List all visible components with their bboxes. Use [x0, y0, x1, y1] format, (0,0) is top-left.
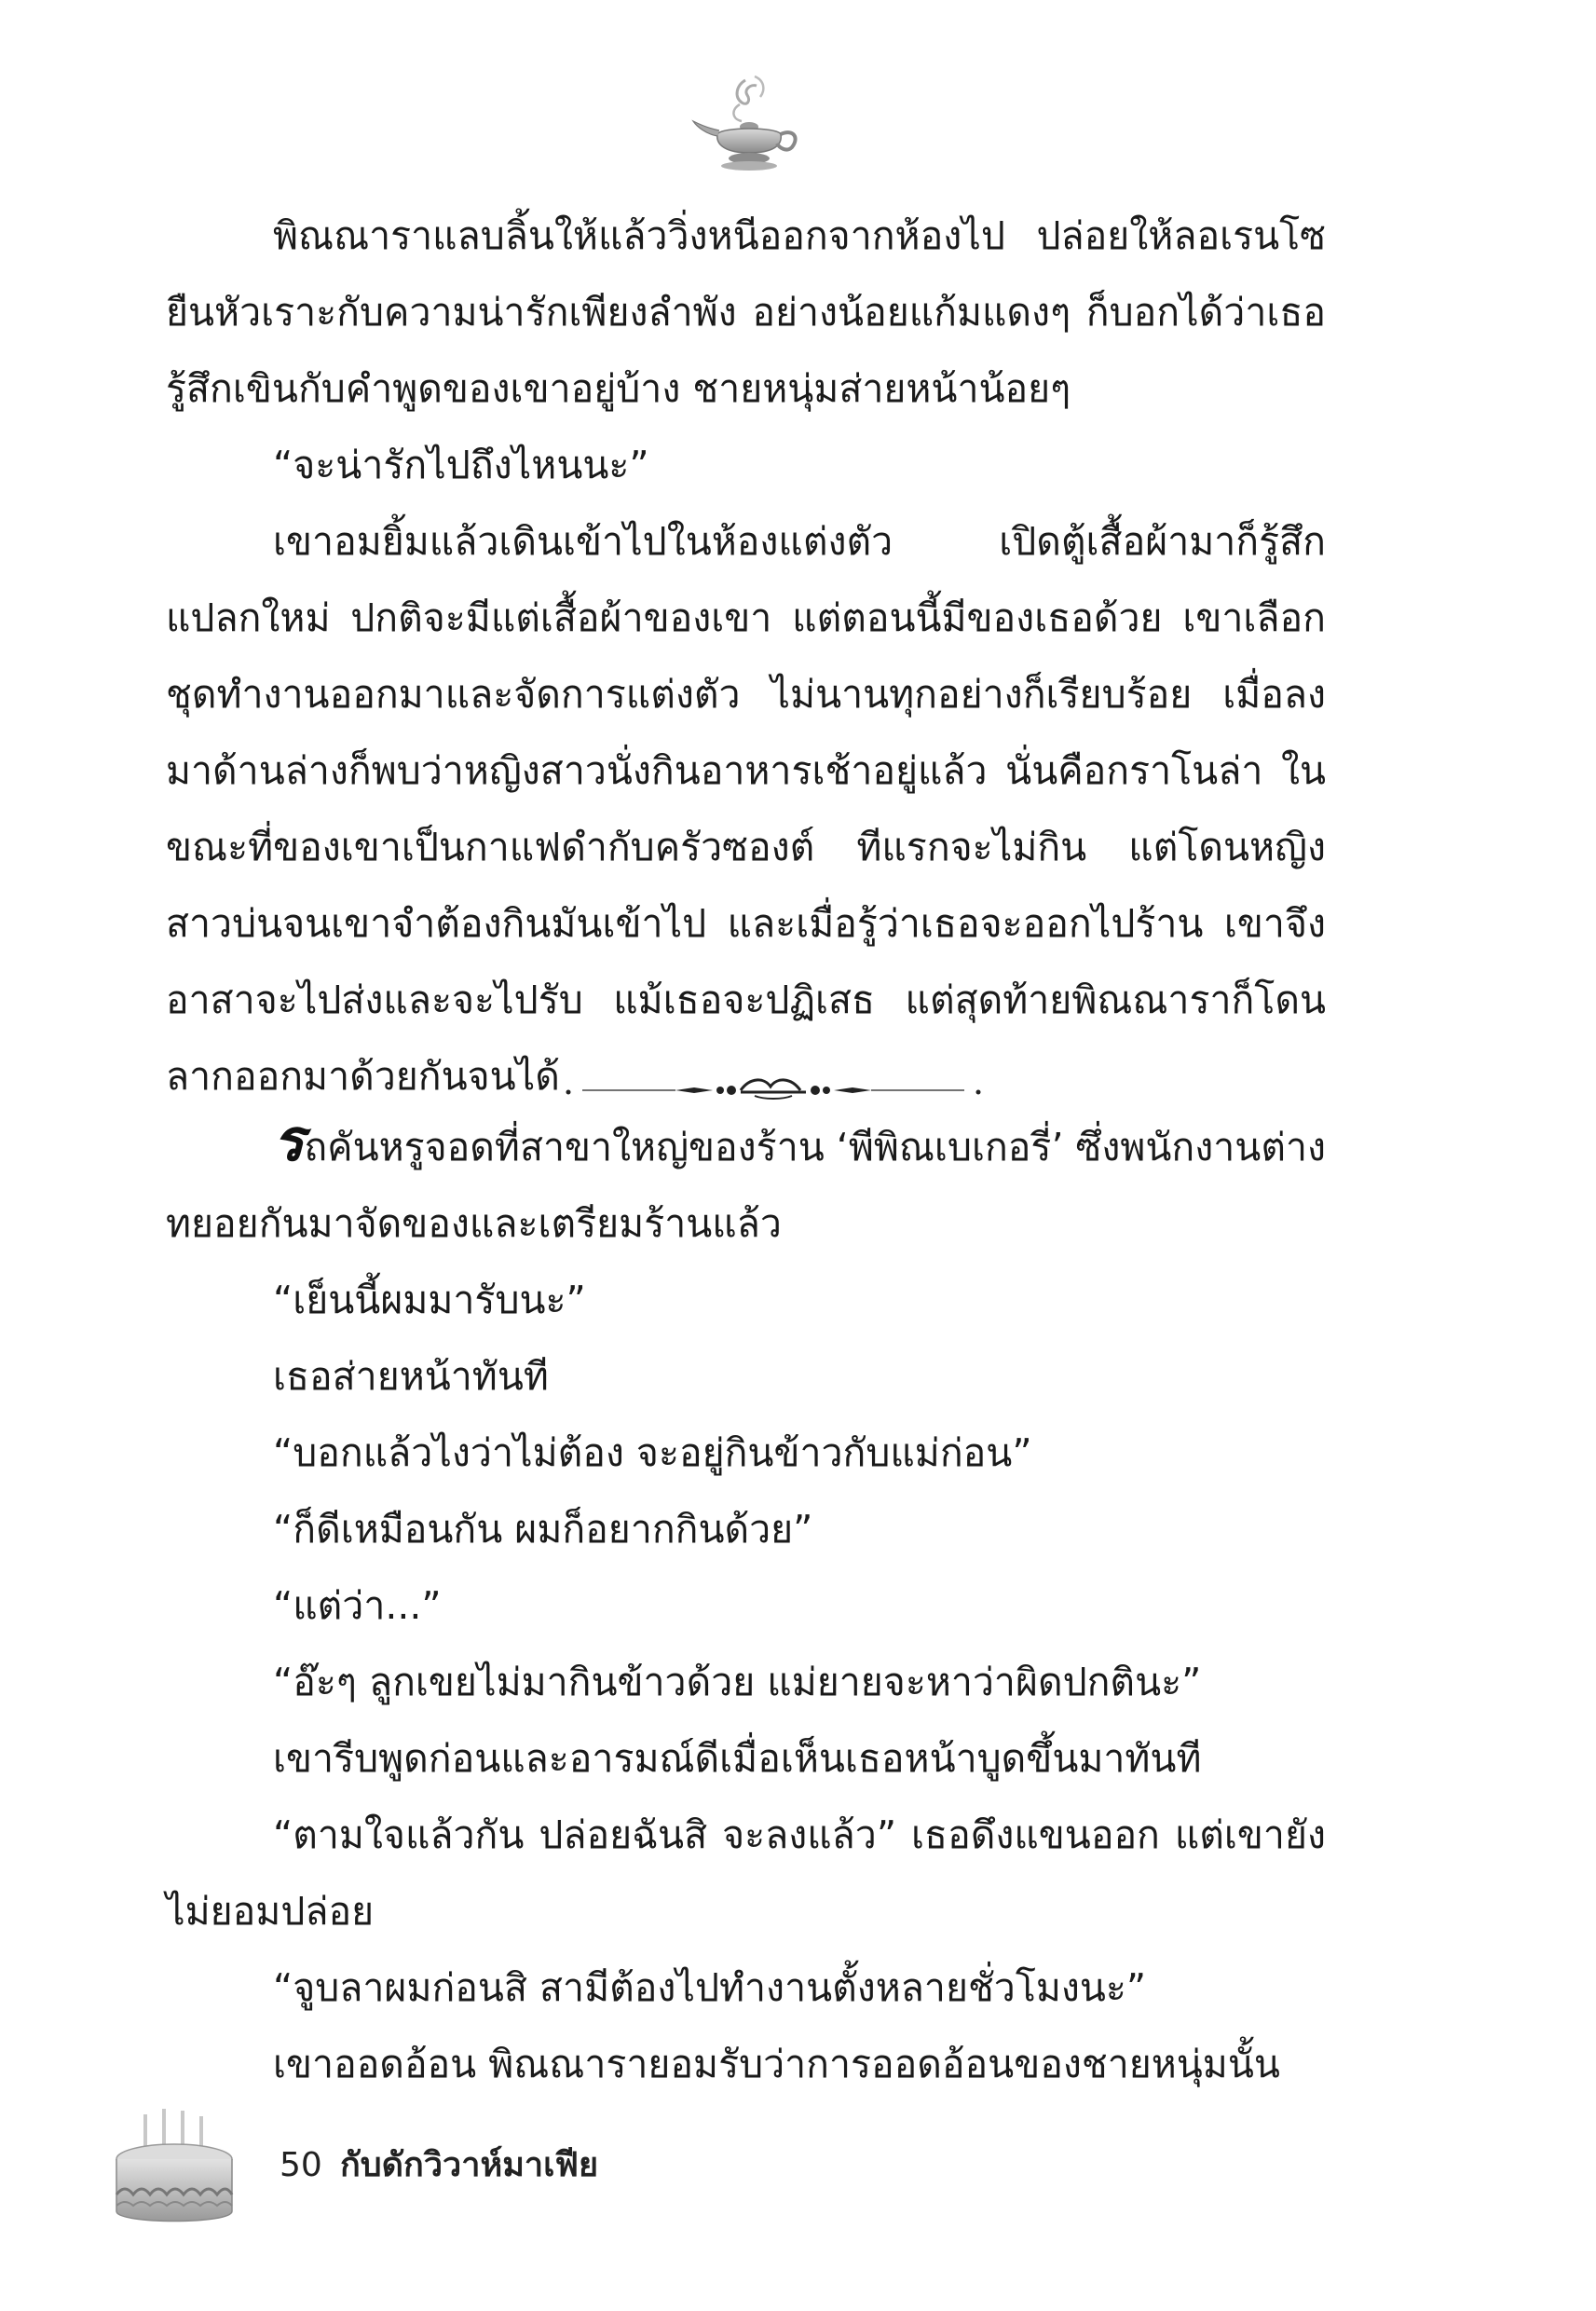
paragraph: เขารีบพูดก่อนและอารมณ์ดีเมื่อเห็นเธอหน้าบูดขึ้นมาทันที: [273, 1736, 1202, 1781]
dialogue-line: “เย็นนี้ผมมารับนะ”: [273, 1278, 586, 1322]
text-block-lower: [166, 1106, 1326, 2102]
text-block-upper: [166, 198, 1326, 1114]
paragraph-text: ถคันหรูจอดที่สาขาใหญ่ของร้าน ‘พีพิณเบเกอรี่’ ซึ่งพนักงานต่างทยอยกันมาจัดของและเตรียมร้านแล้ว: [166, 1125, 1326, 1246]
dialogue-line: “จะน่ารักไปถึงไหนนะ”: [273, 443, 649, 487]
paragraph: เขาออดอ้อน พิณณารายอมรับว่าการออดอ้อนของชายหนุ่มนั้น: [273, 2042, 1280, 2086]
book-title: กับดักวิวาห์มาเฟีย: [340, 2146, 599, 2184]
dialogue-line: “ตามใจแล้วกัน ปล่อยฉันสิ จะลงแล้ว” เธอดึงแขนออก แต่เขายังไม่ยอมปล่อย: [166, 1812, 1326, 1934]
drop-cap: ร: [273, 1106, 305, 1174]
dialogue-line: “จูบลาผมก่อนสิ สามีต้องไปทำงานตั้งหลายชั่วโมงนะ”: [273, 1965, 1147, 2010]
dialogue-line: “อ๊ะๆ ลูกเขยไม่มากินข้าวด้วย แม่ยายจะหาว่าผิดปกตินะ”: [273, 1660, 1202, 1704]
dialogue-line: “แต่ว่า...”: [273, 1583, 442, 1628]
paragraph: พิณณาราแลบลิ้นให้แล้ววิ่งหนีออกจากห้องไป ปล่อยให้ลอเรนโซยืนหัวเราะกับความน่ารักเพียงลำพัง อย่างน้อยแก้มแดงๆ ก็บอกได้ว่าเธอรู้สึกเขินกับคำพูดของเขาอยู่บ้าง ชายหนุ่มส่ายหน้าน้อยๆ: [166, 213, 1326, 411]
paragraph: [166, 1106, 1326, 1262]
ornamental-divider-icon: [564, 1072, 983, 1109]
birthday-cake-icon: [104, 2101, 244, 2241]
page-number: 50: [280, 2146, 322, 2184]
paragraph: เธอส่ายหน้าทันที: [273, 1354, 549, 1399]
dialogue-line: “ก็ดีเหมือนกัน ผมก็อยากกินด้วย”: [273, 1507, 813, 1552]
dialogue-line: “บอกแล้วไงว่าไม่ต้อง จะอยู่กินข้าวกับแม่ก่อน”: [273, 1430, 1032, 1475]
genie-lamp-icon: [689, 73, 806, 175]
paragraph: เขาอมยิ้มแล้วเดินเข้าไปในห้องแต่งตัว เปิดตู้เสื้อผ้ามาก็รู้สึกแปลกใหม่ ปกติจะมีแต่เสื้อผ้าของเขา แต่ตอนนี้มีของเธอด้วย เขาเลือกชุดทำงานออกมาและจัดการแต่งตัว ไม่นานทุกอย่างก็เรียบร้อย เมื่อลงมาด้านล่างก็พบว่าหญิงสาวนั่งกินอาหารเช้าอยู่แล้ว นั่นคือกราโนล่า ในขณะที่ของเขาเป็นกาแฟดำกับครัวซองต์ ทีแรกจะไม่กิน แต่โดนหญิงสาวบ่นจนเขาจำต้องกินมันเข้าไป และเมื่อรู้ว่าเธอจะออกไปร้าน เขาจึงอาสาจะไปส่งและจะไปรับ แม้เธอจะปฏิเสธ แต่สุดท้ายพิณณาราก็โดนลากออกมาด้วยกันจนได้: [166, 519, 1326, 1099]
